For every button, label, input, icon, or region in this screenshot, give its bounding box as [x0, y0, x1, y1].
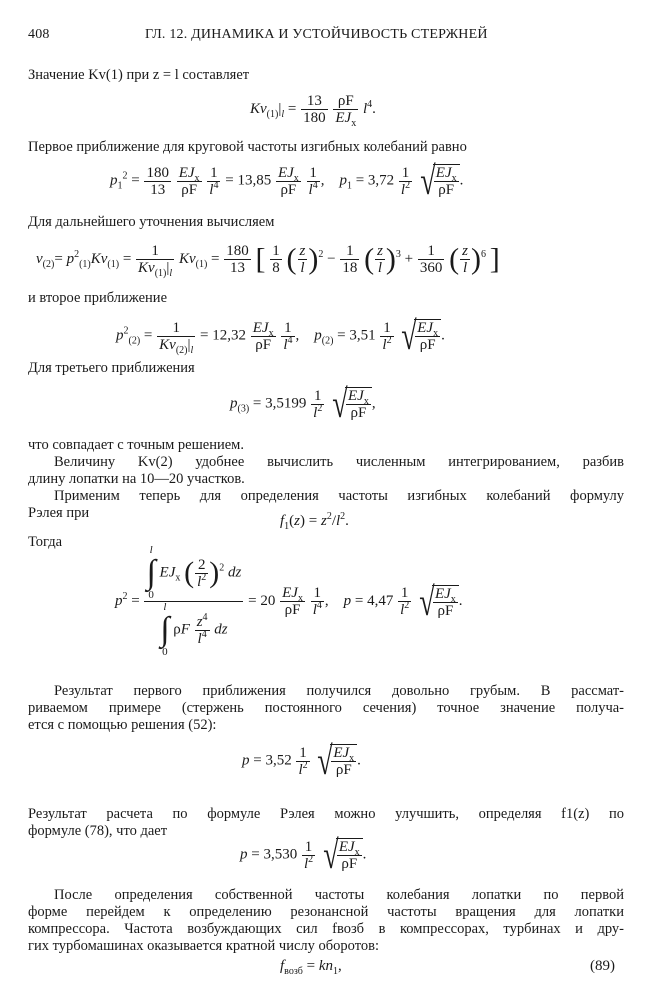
- equation-4: $p^2_{(2)}$ = $\frac{1}{Kv_{(2)}|_l}$ = 12,32 $EJ_x$ ρF $\frac{1}{l^4}$ , $p_{(2)} = 3,51$ $\frac{1}{l^2}$ √ $EJ_x$ ρF .: [116, 313, 445, 358]
- equation-6: $f_1(z) = z^2/l^2$.: [280, 511, 349, 532]
- equation-1: $Kv_{(1)}|_l$ = $\frac{13}{180}$ ρF $EJ_x$ $l^4$.: [250, 93, 376, 129]
- text-line: Результат расчета по формуле Рэлея можно улучшить, определяя f1(z) по: [28, 806, 624, 822]
- text-line: Первое приближение для круговой частоты изгибных колебаний равно: [28, 139, 467, 155]
- text-line: гих турбомашинах оказывается кратной числу оборотов:: [28, 938, 379, 954]
- text-line: длину лопатки на 10—20 участков.: [28, 471, 245, 487]
- text-line: Величину Kv(2) удобнее вычислить численным интегрированием, разбив: [54, 454, 624, 470]
- text-line: и второе приближение: [28, 290, 168, 306]
- equation-5: $p_{(3)} = 3,5199$ $\frac{1}{l^2}$ √ $EJ_x$ ρF ,: [230, 381, 376, 426]
- equation-3: $v_{(2)}= p^2_{(1)}Kv_{(1)}$ = $\frac{1}{Kv_{(1)}|_l}$ $Kv_{(1)}$ = $\frac{180}{13}$ [ $\frac{1}{8}$ ( $\frac{z}{l}$ )$^2$ − $\frac{1}{18}$ ( $\frac{z}{l}$ )$^3$ + $\frac{1}{360}$ ( $\frac{z}{l}$ )$^6$ ]: [36, 242, 500, 279]
- text-line: Значение Kv(1) при z = l составляет: [28, 67, 250, 83]
- equation-2: $p_1^2$ = $\frac{180}{13}$ $EJ_x$ ρF $\frac{1}{l^4}$ = 13,85 $EJ_x$ ρF $\frac{1}{l^4}$ , $p_1 = 3,72$ $\frac{1}{l^2}$ √ $EJ_x$ ρF .: [110, 158, 464, 203]
- text-line: риваемом примере (стержень постоянного сечения) точное значение получа-: [28, 700, 624, 716]
- text-line: После определения собственной частоты колебания лопатки по первой: [54, 887, 624, 903]
- text-line: что совпадает с точным решением.: [28, 437, 244, 453]
- equation-7: $p^2$ = l ∫ 0 $EJ_x$ ( $\frac{2}{l^2}$ )$^2$ dz l ∫ 0 ρF $\frac{z^4}{l^4}$ dz = 20 $EJ_x$ ρF $\frac{1}{l^4}$ , p = 4,47 $\frac{1}{l^2}$ √ $EJ_x$ ρF .: [115, 544, 463, 658]
- text-line: Рэлея при: [28, 505, 90, 521]
- text-line: Для третьего приближения: [28, 360, 195, 376]
- text-line: Для дальнейшего уточнения вычисляем: [28, 214, 275, 230]
- text-line: Тогда: [28, 534, 63, 550]
- equation-number: (89): [590, 958, 615, 974]
- equation-8: p = 3,52 $\frac{1}{l^2}$ √ $EJ_x$ ρF .: [242, 738, 361, 783]
- text-line: Применим теперь для определения частоты изгибных колебаний формулу: [54, 488, 624, 504]
- equation-10: $f_{возб} = kn_1$,: [280, 958, 342, 977]
- text-line: ется с помощью решения (52):: [28, 717, 217, 733]
- text-line: Результат первого приближения получился довольно грубым. В рассмат-: [54, 683, 624, 699]
- text-line: форме перейдем к определению резонансной частоты вращения для лопатки: [28, 904, 624, 920]
- equation-9: p = 3,530 $\frac{1}{l^2}$ √ $EJ_x$ ρF .: [240, 832, 367, 877]
- running-title: ГЛ. 12. ДИНАМИКА И УСТОЙЧИВОСТЬ СТЕРЖНЕЙ: [145, 27, 488, 42]
- text-line: формуле (78), что дает: [28, 823, 168, 839]
- page-number: 408: [28, 27, 50, 42]
- text-line: компрессора. Частота возбуждающих сил fвозб в компрессорах, турбинах и дру-: [28, 921, 624, 937]
